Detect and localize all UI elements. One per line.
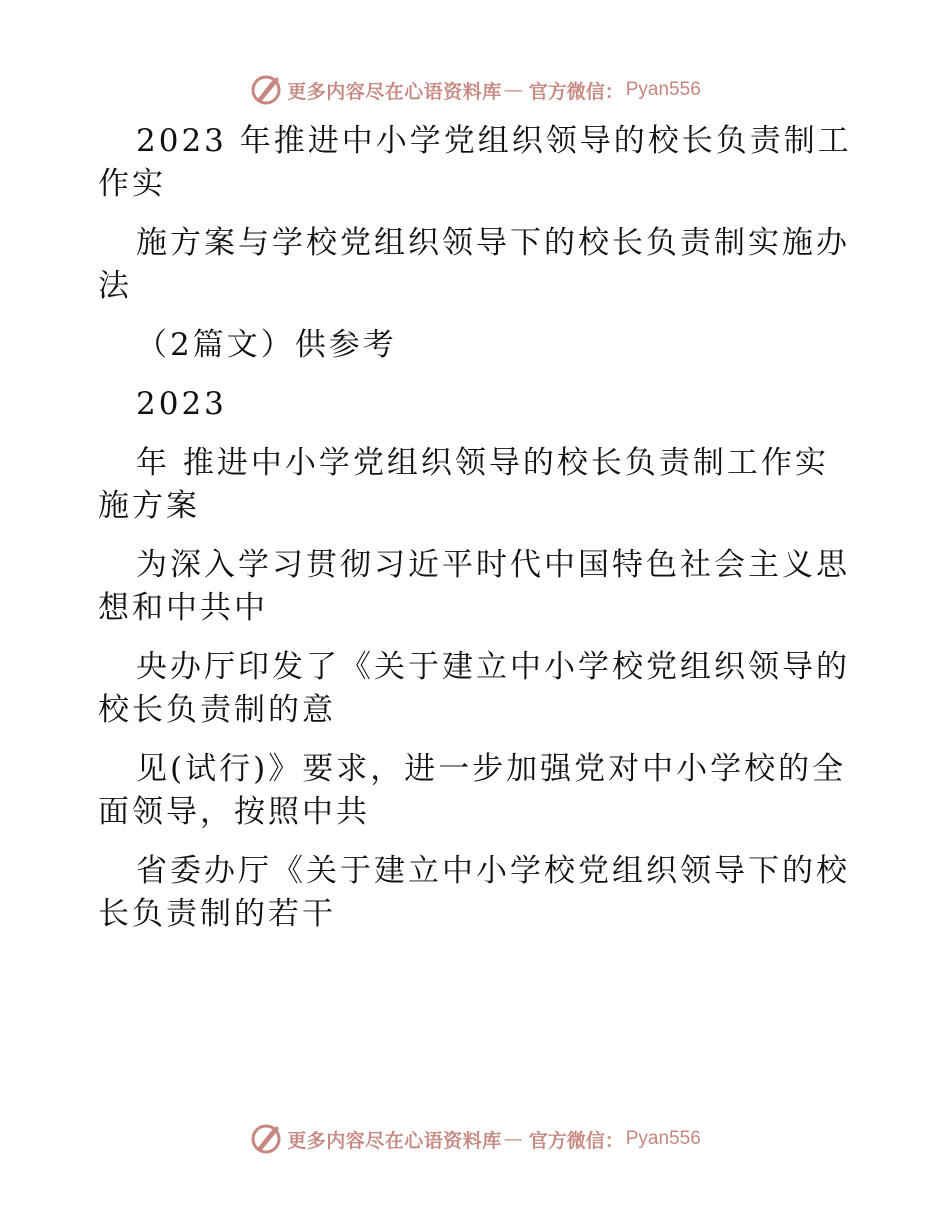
watermark-wechat-label: 官方微信： <box>528 80 624 103</box>
footer-watermark <box>0 1119 950 1159</box>
text-line: 法 <box>98 268 132 304</box>
paragraph-body-3 <box>98 748 858 834</box>
text-line: 作实 <box>98 166 166 202</box>
paragraph-title-2 <box>98 222 858 308</box>
text-line: 想和中共中 <box>98 590 268 626</box>
document-body <box>98 120 858 952</box>
watermark-slogan: 更多内容尽在心语资料库 <box>287 1129 502 1152</box>
text-line: 2023 <box>136 386 227 422</box>
text-line: 年 推进中小学党组织领导的校长负责制工作实 <box>136 445 829 481</box>
watermark-wechat-id: Pyan556 <box>625 79 701 100</box>
paragraph-body-4 <box>98 850 858 936</box>
watermark-separator: — <box>503 1128 523 1150</box>
paragraph-body-2 <box>98 646 858 732</box>
paragraph-title-1 <box>98 120 858 206</box>
watermark-slogan: 更多内容尽在心语资料库 <box>287 80 502 103</box>
paragraph-section-title <box>98 442 858 528</box>
paragraph-year <box>98 383 858 426</box>
header-watermark <box>0 70 950 110</box>
text-line: 省委办厅《关于建立中小学校党组织领导下的校 <box>136 853 850 889</box>
text-line: 面领导，按照中共 <box>98 794 370 830</box>
paragraph-body-1 <box>98 544 858 630</box>
text-line: 校长负责制的意 <box>98 692 336 728</box>
text-line: 施方案 <box>98 488 200 524</box>
quill-pen-logo-icon <box>249 73 283 107</box>
paragraph-subtitle <box>98 324 858 367</box>
text-line: 见(试行)》要求，进一步加强党对中小学校的全 <box>136 751 847 787</box>
watermark-wechat-label: 官方微信： <box>528 1129 624 1152</box>
text-line: 长负责制的若干 <box>98 896 336 932</box>
text-line: 施方案与学校党组织领导下的校长负责制实施办 <box>136 225 850 261</box>
quill-pen-logo-icon <box>249 1122 283 1156</box>
text-line: （2篇文）供参考 <box>136 327 397 363</box>
watermark-wechat-id: Pyan556 <box>625 1128 701 1149</box>
text-line: 为深入学习贯彻习近平时代中国特色社会主义思 <box>136 547 850 583</box>
text-line: 2023 年推进中小学党组织领导的校长负责制工 <box>136 123 852 159</box>
watermark-separator: — <box>503 79 523 101</box>
text-line: 央办厅印发了《关于建立中小学校党组织领导的 <box>136 649 850 685</box>
